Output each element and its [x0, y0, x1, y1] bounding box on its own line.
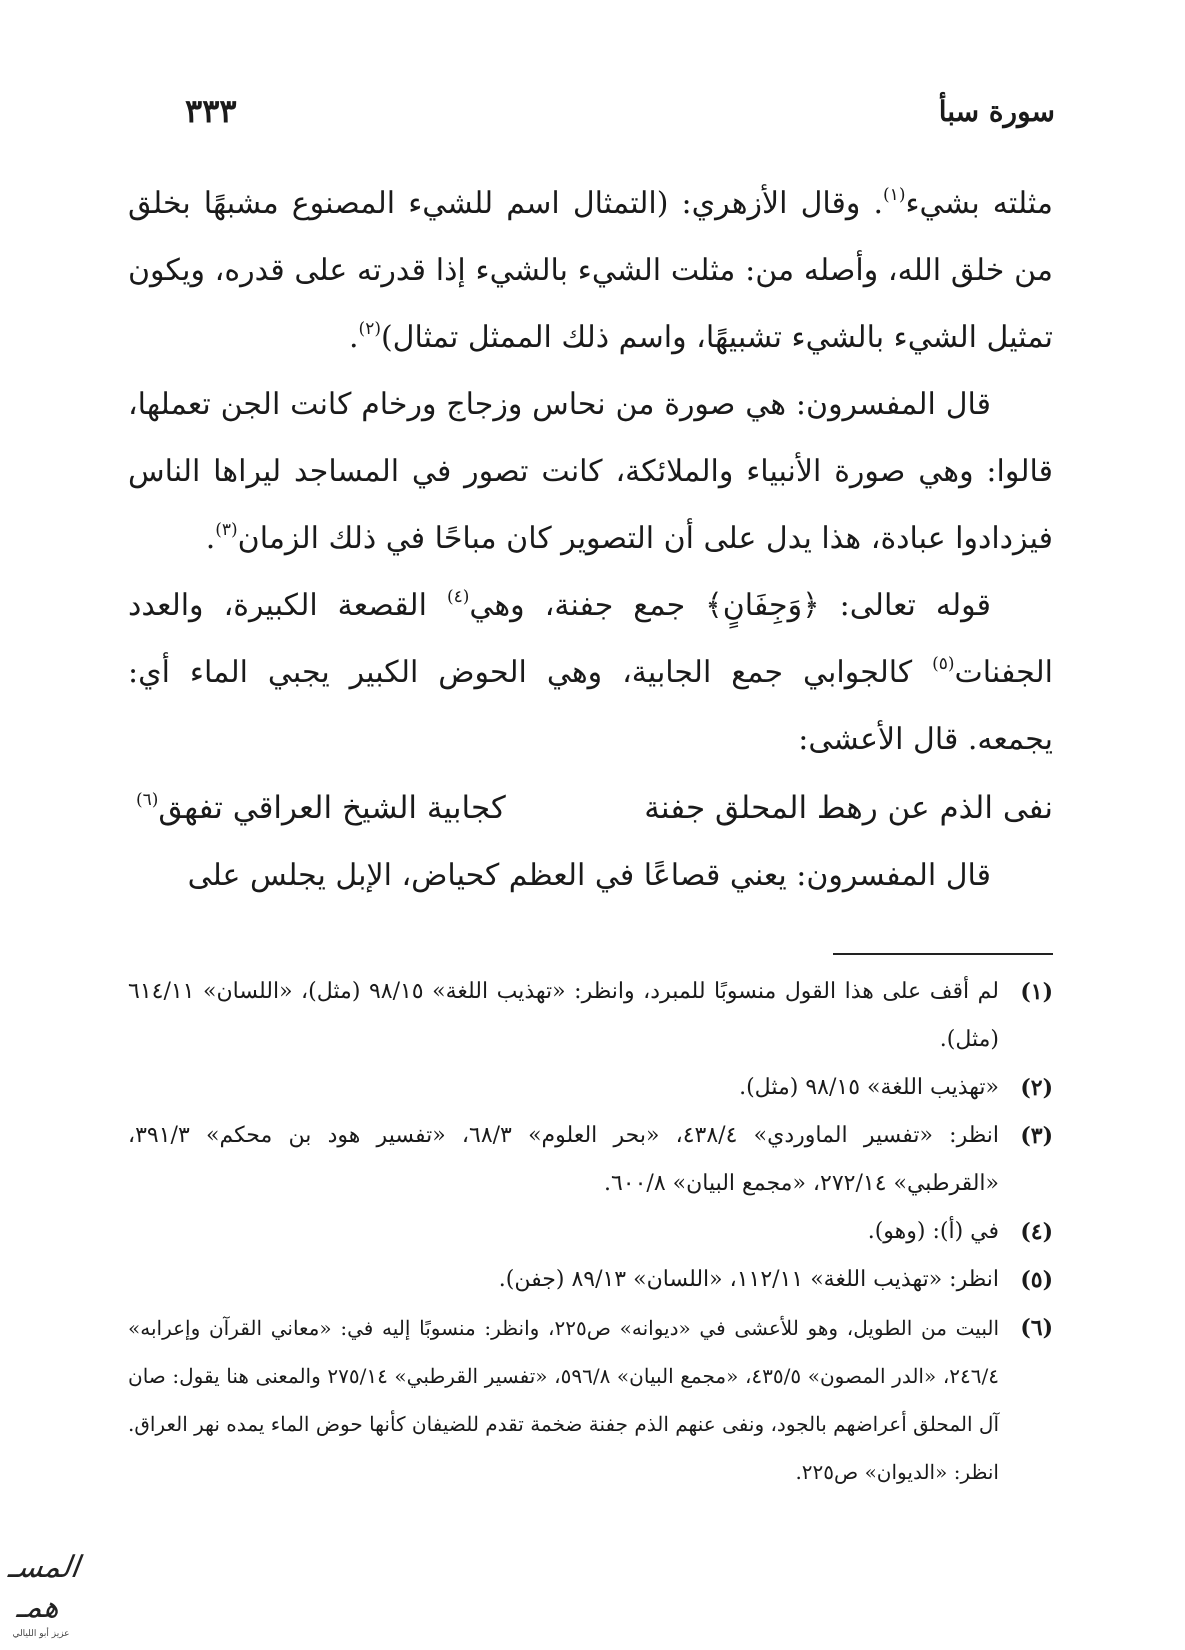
- footnote-item: [128, 1112, 1053, 1208]
- paragraph-1-part-b: . وقال الأزهري: (التمثال اسم للشيء المصنوع مشبهًا بخلق من خلق الله، وأصله من: مثلت الشيء بالشيء إذا قدرته على قدره، ويكون تمثيل الشيء بالشيء تشبيهًا، واسم ذلك الممثل تمثال): [128, 186, 1053, 355]
- main-text: [128, 170, 1053, 909]
- paragraph-3: [128, 572, 1053, 773]
- footnote-number: (٢): [1020, 1075, 1053, 1101]
- footnote-text: لم أقف على هذا القول منسوبًا للمبرد، وانظر: «تهذيب اللغة» ٩٨/١٥ (مثل)، «اللسان» ٦١٤/١١ (مثل).: [128, 979, 999, 1052]
- verse-second-hemistich: كجابية الشيخ العراقي تفهق: [158, 790, 506, 826]
- verse-second-hemistich-wrap: [136, 775, 506, 842]
- footnote-separator: [833, 953, 1053, 955]
- surah-title: سورة سبأ: [938, 94, 1055, 128]
- paragraph-1-part-c: .: [349, 320, 359, 355]
- footnote-ref-3: (٣): [215, 520, 238, 540]
- footnote-text: البيت من الطويل، وهو للأعشى في «ديوانه» ص٢٢٥، وانظر: منسوبًا إليه في: «معاني القرآن وإعرابه» ٢٤٦/٤، «الدر المصون» ٤٣٥/٥، «مجمع البيان» ٥٩٦/٨، «تفسير القرطبي» ٢٧٥/١٤ والمعنى هنا يقول: صان آل المحلق أعراضهم بالجود، ونفى عنهم الذم جفنة ضخمة تقدم للضيفان كأنها حوض الماء يمده نهر العراق. انظر: «الديوان» ص٢٢٥.: [128, 1316, 999, 1484]
- library-stamp-logo: [0, 1548, 82, 1639]
- footnote-ref-4: (٤): [446, 587, 470, 607]
- footnote-number: (٥): [1020, 1267, 1053, 1293]
- footnote-item: [128, 1304, 1053, 1496]
- footnote-number: (٤): [1020, 1219, 1053, 1245]
- footnote-item: [128, 968, 1053, 1064]
- footnote-item: [128, 1064, 1053, 1112]
- footnote-text: «تهذيب اللغة» ٩٨/١٥ (مثل).: [739, 1075, 999, 1100]
- page-number: ٣٣٣: [185, 92, 237, 130]
- paragraph-4: قال المفسرون: يعني قصاعًا في العظم كحياض، الإبل يجلس على: [187, 858, 991, 893]
- paragraph-3-part-c: كالجوابي جمع الجابية، وهي الحوض الكبير يجبي الماء أي: يجمعه. قال الأعشى:: [128, 655, 1053, 757]
- stamp-caption: عزيز أبو الليالي: [12, 1629, 70, 1639]
- footnote-ref-5: (٥): [932, 654, 955, 674]
- stamp-word: المسـ همـ: [6, 1550, 82, 1625]
- footnote-text: انظر: «تفسير الماوردي» ٤٣٨/٤، «بحر العلوم» ٦٨/٣، «تفسير هود بن محكم» ٣٩١/٣، «القرطبي» ٢٧٢/١٤، «مجمع البيان» ٦٠٠/٨.: [128, 1123, 999, 1196]
- footnote-ref-6: (٦): [136, 789, 159, 810]
- footnote-text: انظر: «تهذيب اللغة» ١١٢/١١، «اللسان» ٨٩/١٣ (جفن).: [498, 1267, 999, 1292]
- paragraph-1: [128, 170, 1053, 371]
- footnote-number: (٦): [1020, 1315, 1053, 1341]
- paragraph-2-part-b: .: [205, 521, 216, 556]
- footnote-item: [128, 1208, 1053, 1256]
- paragraph-2-part-a: قال المفسرون: هي صورة من نحاس وزجاج ورخام كانت الجن تعملها، قالوا: وهي صورة الأنبياء والملائكة، كانت تصور في المساجد ليراها الناس فيزدادوا عبادة، هذا يدل على أن التصوير كان مباحًا في ذلك الزمان: [128, 387, 1053, 556]
- running-head: [185, 86, 1055, 136]
- poetry-verse: [128, 775, 1053, 842]
- paragraph-2: [128, 371, 1053, 572]
- footnote-text: في (أ): (وهو).: [867, 1219, 999, 1244]
- footnote-ref-2: (٢): [358, 319, 381, 339]
- footnote-number: (١): [1020, 979, 1053, 1005]
- footnote-ref-1: (١): [883, 185, 906, 205]
- verse-first-hemistich: نفى الذم عن رهط المحلق جفنة: [644, 790, 1053, 826]
- footnote-item: [128, 1256, 1053, 1304]
- paragraph-3-part-a: قوله تعالى: ﴿وَجِفَانٍ﴾ جمع جفنة، وهي: [469, 588, 991, 623]
- footnotes: [128, 968, 1053, 1496]
- footnote-number: (٣): [1020, 1123, 1053, 1149]
- paragraph-1-part-a: مثلته بشيء: [905, 186, 1054, 221]
- paragraph-3-part-b: القصعة الكبيرة، والعدد الجفنات: [128, 588, 1053, 690]
